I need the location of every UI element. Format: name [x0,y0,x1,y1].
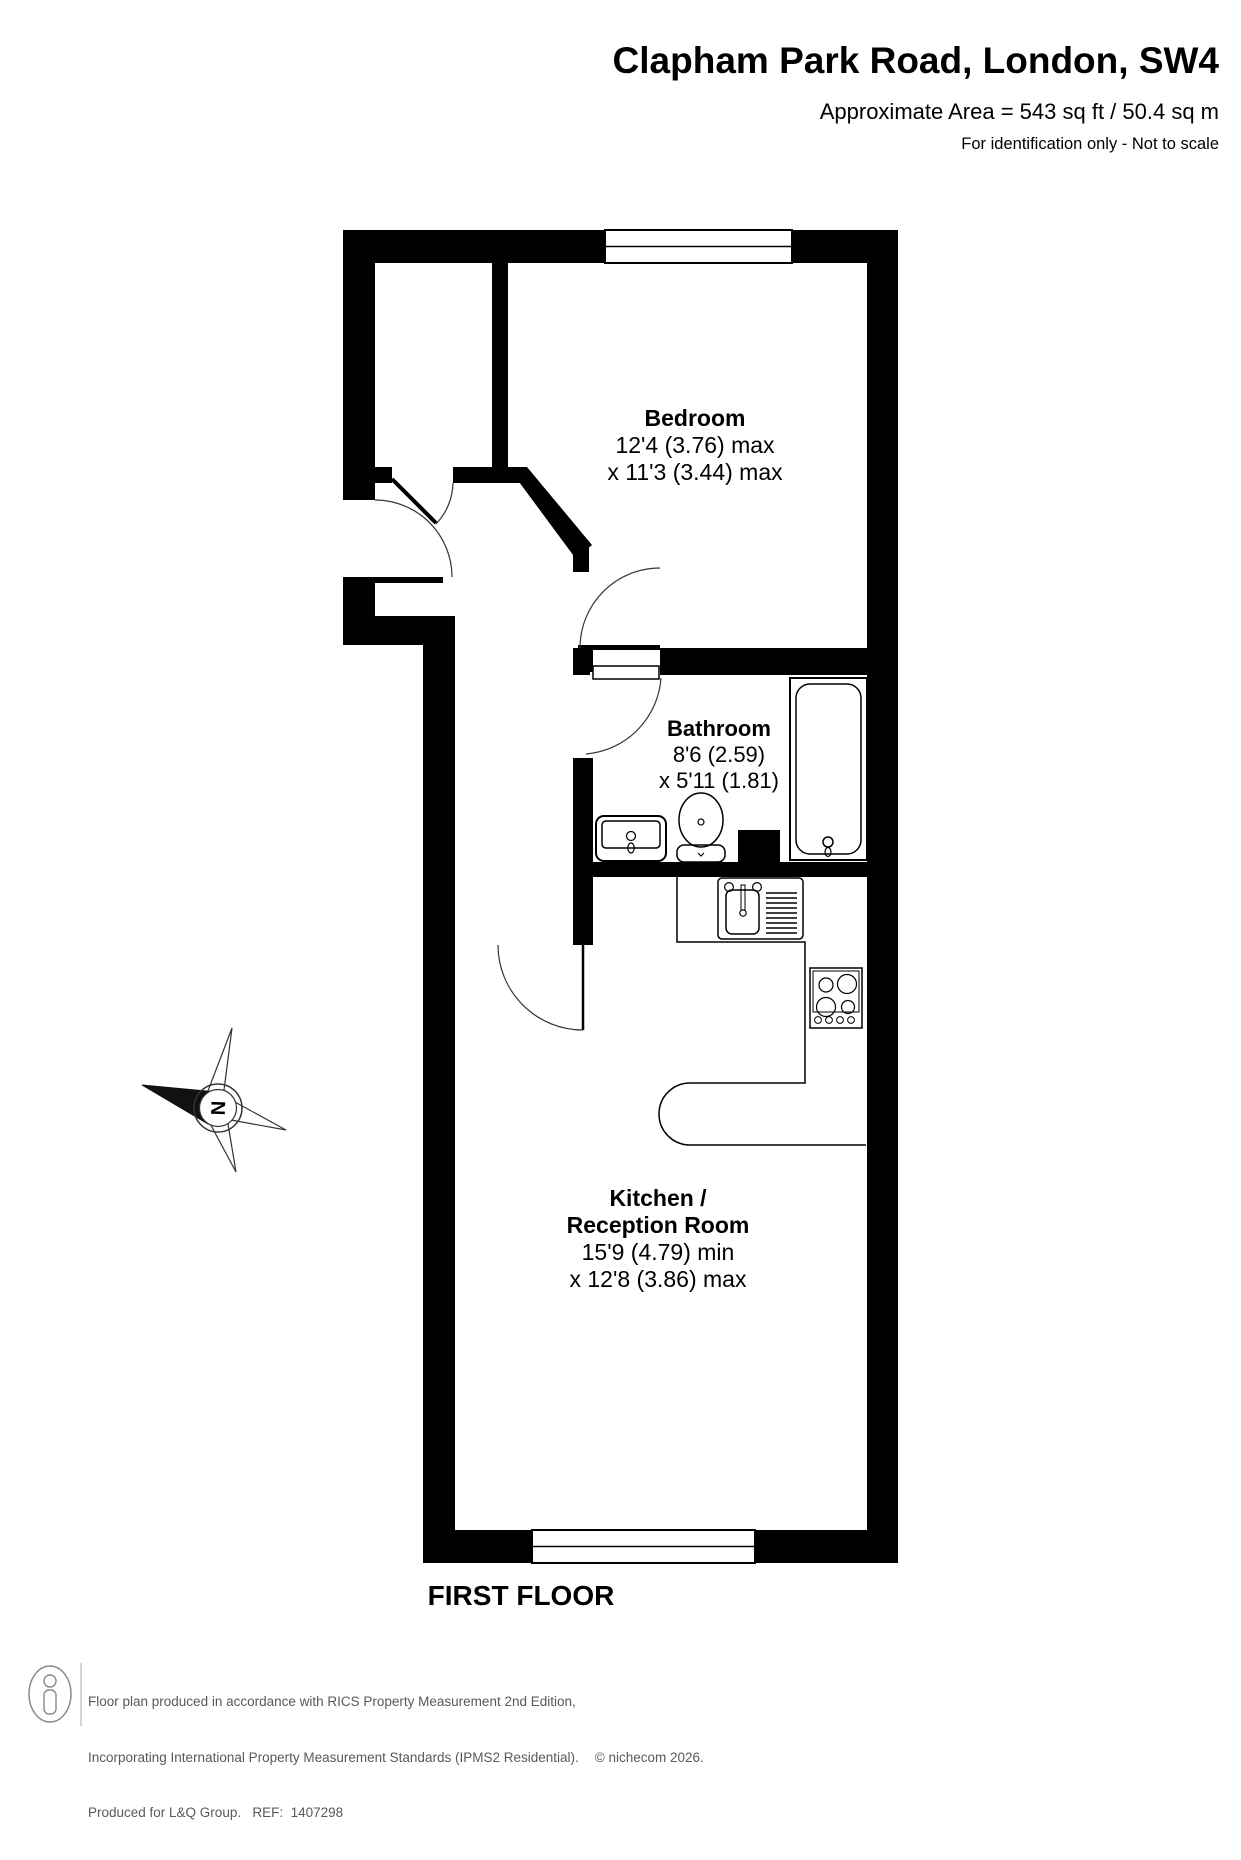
north-compass [142,1028,286,1172]
bathroom-dim-1: 8'6 (2.59) [672,742,766,767]
basin [596,816,666,861]
kitchen-dim-2: x 12'8 (3.86) max [569,1266,747,1292]
kitchen-name-2: Reception Room [566,1212,750,1238]
bedroom-name: Bedroom [644,405,746,431]
kitchen-sink [718,878,803,939]
floor-label: FIRST FLOOR [427,1580,615,1611]
toilet [677,793,725,862]
footer-line-3: Produced for L&Q Group. REF: 1407298 [88,1805,344,1820]
bedroom-door [578,568,660,650]
bathroom-dim-2: x 5'11 (1.81) [659,768,779,793]
closet-door [392,479,453,524]
disclaimer-note: For identification only - Not to scale [961,135,1219,153]
bedroom-window [605,230,792,263]
compass-north-letter: N [207,1100,231,1116]
bathroom-name: Bathroom [667,716,771,741]
kitchen-name-1: Kitchen / [609,1185,707,1211]
kitchen-door [498,945,583,1030]
bedroom-dim-2: x 11'3 (3.44) max [607,459,783,485]
kitchen-dim-1: 15'9 (4.79) min [581,1239,735,1265]
bedroom-dim-1: 12'4 (3.76) max [615,432,775,458]
kitchen-label [508,1185,808,1293]
hob [810,968,862,1028]
area-text: Approximate Area = 543 sq ft / 50.4 sq m [819,99,1219,124]
footer-line-1: Floor plan produced in accordance with RICS Property Measurement 2nd Edition, [88,1694,576,1709]
footer-copyright: © nichecom 2026. [594,1749,704,1765]
bathroom-label [569,716,869,794]
drainer-lines [766,893,797,933]
entrance-door [375,500,452,583]
kitchen-fixtures [659,877,866,1145]
bedroom-label [545,405,845,486]
footer-brand [29,1663,81,1726]
footer-disclaimer [88,1656,1088,1860]
kitchen-window [532,1530,755,1563]
footer-line-2: Incorporating International Property Measurement Standards (IPMS2 Residential). [88,1749,579,1765]
page-title: Clapham Park Road, London, SW4 [612,40,1219,81]
person-icon [29,1666,71,1722]
